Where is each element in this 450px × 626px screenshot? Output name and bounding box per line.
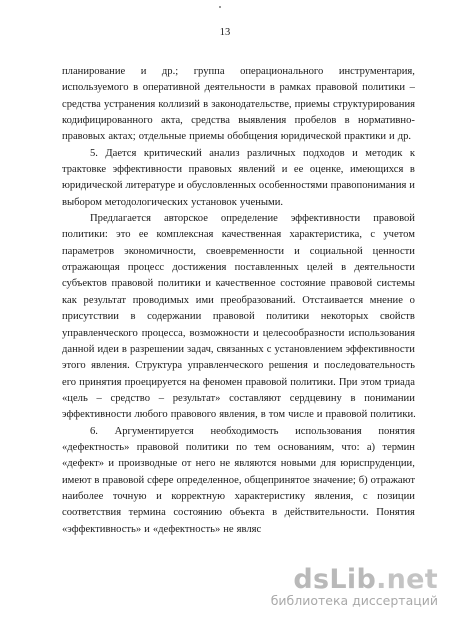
watermark-logo-main: dsLib [293, 564, 377, 595]
text-line: выбором методологических установок учеными. [62, 196, 284, 208]
text-line: «цель – средство – результат» составляют сердцевину в понимании [62, 392, 415, 404]
text-line: соответствия термина состоянию объекта в действительности. Понятия [62, 507, 415, 519]
text-line: «дефектность» правовой политики по тем основаниям, что: а) термин [62, 441, 415, 453]
text-line: эффективности любого правового явления, в том числе и правовой политики. [62, 409, 416, 421]
text-line: юридической литературе и обусловленных особенностями правопонимания и [62, 180, 415, 192]
text-line: 6. Аргументируется необходимость использования понятия [90, 425, 415, 437]
text-line: «эффективность» и «дефектность» не являс [62, 523, 262, 535]
watermark-caption: библиотека диссертаций [270, 593, 438, 608]
watermark-logo [271, 566, 438, 594]
text-line: кодифицированного акта, средства выявления пробелов в нормативно- [62, 115, 415, 127]
text-line: его принятия проецируется на феномен правовой политики. При этом триада [62, 376, 415, 388]
text-line: этого явления. Структура управленческого решения и последовательность [62, 360, 415, 372]
text-line: средства устранения коллизий в законодательстве, приемы структурирования [62, 98, 415, 110]
text-line: данной идеи в разрешении задач, связанных с установлением эффективности [62, 343, 415, 355]
scan-dot [219, 6, 221, 8]
text-line: 5. Дается критический анализ различных подходов и методик к [90, 147, 415, 159]
text-line: политики: это ее комплексная качественная характеристика, с учетом [62, 229, 415, 241]
text-line: параметров экономичности, своевременности и социальной ценности [62, 245, 415, 257]
text-line: планирование и др.; группа операционального инструментария, [62, 66, 415, 77]
text-line: Предлагается авторское определение эффективности правовой [90, 213, 415, 225]
text-line: присутствии в содержании правовой политики некоторых свойств [62, 311, 415, 323]
text-line: трактовке эффективности правовых явлений и ее оценке, имеющихся в [62, 164, 415, 176]
text-line: «дефект» и производные от него не являются новыми для юриспруденции, [62, 458, 415, 470]
text-line: наиболее точную и корректную характеристику явления, с позиции [62, 490, 415, 502]
text-line: используемого в оперативной деятельности в рамках правовой политики – [62, 82, 415, 94]
watermark-logo-tld: .net [376, 564, 438, 595]
text-line: управленческого процесса, возможности и целесообразности использования [62, 327, 415, 339]
text-line: имеют в правовой сфере определенное, общепринятое значение; б) отражают [62, 474, 415, 486]
text-line: правовых актах; отдельные приемы обобщения юридической практики и др. [62, 131, 412, 143]
document-body [62, 64, 415, 538]
watermark [271, 566, 438, 608]
text-line: отражающая процесс достижения поставленных целей в деятельности [62, 262, 415, 274]
page-number: 13 [219, 27, 231, 38]
text-line: как результат проводимых ими преобразований. Отстаивается мнение о [62, 294, 415, 306]
text-line: субъектов правовой политики и качественное состояние правовой системы [62, 278, 415, 290]
